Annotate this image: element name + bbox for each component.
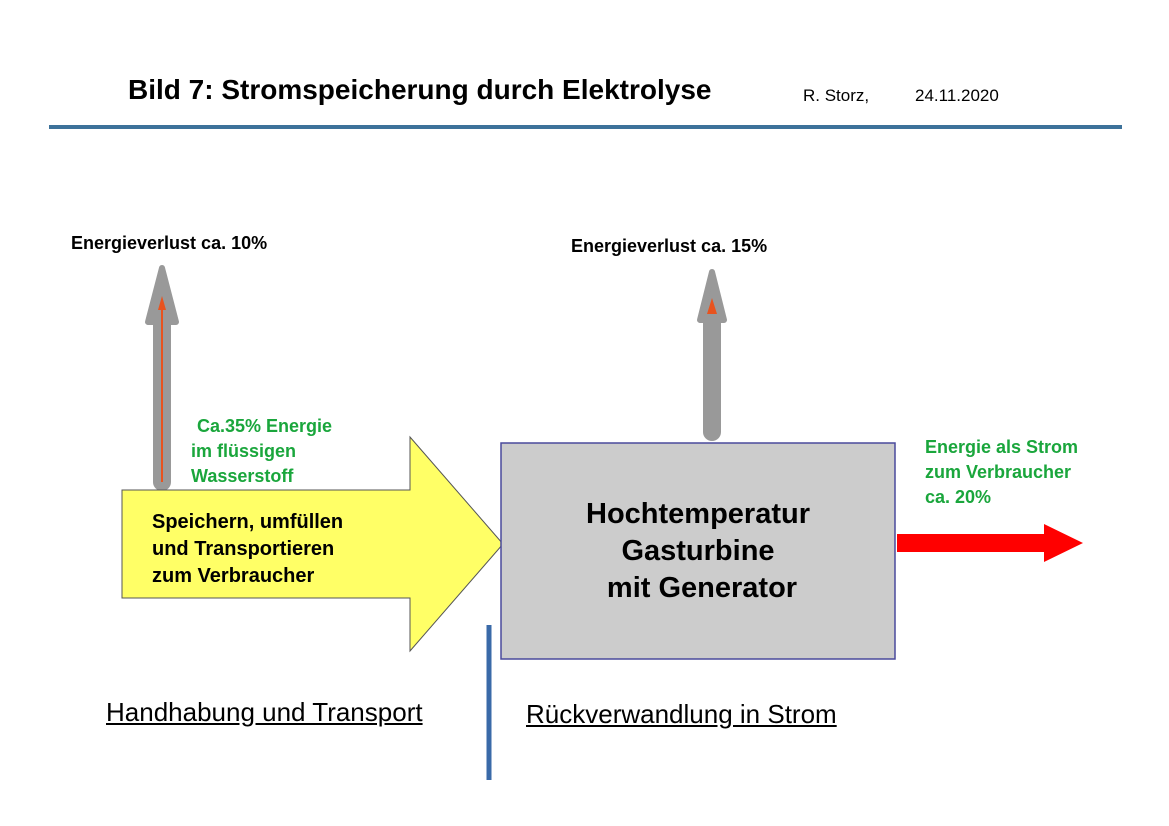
storage-energy-label: Ca.35% Energie im flüssigen Wasserstoff [191,416,333,486]
page-title: Bild 7: Stromspeicherung durch Elektrolyse [128,74,712,105]
output-energy-label: Energie als Strom zum Verbraucher ca. 20% [925,437,1079,507]
author-label: R. Storz, [803,86,870,105]
loss-label-right: Energieverlust ca. 15% [571,236,768,256]
loss-arrow-right [700,272,724,432]
loss-arrow-left [148,268,176,482]
date-label: 24.11.2020 [915,86,999,105]
section-label-transport: Handhabung und Transport [106,697,423,727]
loss-label-left: Energieverlust ca. 10% [71,233,268,253]
gas-turbine-label: Hochtemperatur Gasturbine mit Generator [586,498,810,604]
output-arrow [897,524,1083,562]
section-label-conversion: Rückverwandlung in Strom [526,699,837,729]
transport-arrow-label: Speichern, umfüllen und Transportieren zum Verbraucher [152,511,344,587]
